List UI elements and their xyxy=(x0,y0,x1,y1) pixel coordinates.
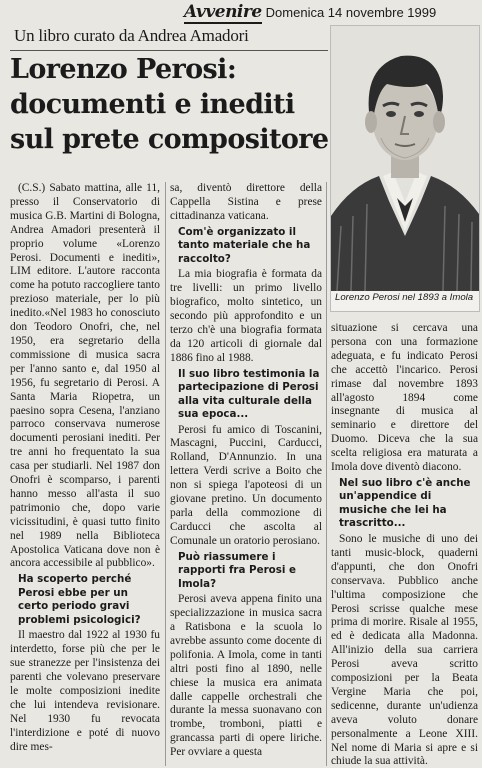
paragraph: situazione si cercava una persona con una formazione adeguata, e fu indicato Perosi che accettò l'incarico. Perosi rimase dal novembre 1893 all'agosto 1894 come insegnante di musica al seminario e direttore del Duomo. Diceva che la sua scelta religiosa era maturata a Imola dove diventò diacono. xyxy=(331,322,478,474)
interview-question: Il suo libro testimonia la partecipazione di Perosi alla vita culturale della sua epoca... xyxy=(178,367,320,421)
article-column-1 xyxy=(10,182,160,766)
paragraph: Perosi fu amico di Toscanini, Mascagni, Puccini, Carducci, Rolland, D'Annunzio. In una lettera Verdi scrive a Boito che non si spiega l'apoteosi di un giovane pretino. Un documento parla della commozione di Carducci che ascolta al Comunale un oratorio perosiano. xyxy=(170,423,322,547)
interview-question: Può riassumere i rapporti fra Perosi e Imola? xyxy=(178,550,296,590)
paragraph: Perosi aveva appena finito una specializzazione in musica sacra a Ratisbona e la scuola lo avrebbe assunto come docente di polifonia. A Imola, come in tanti altri posti fino al 1890, nelle chiese la musica era animata dalle cappelle orchestrali che durante la messa suonavano con trombe, tromboni, piatti e grancassa parti di opere liriche. Per ovviare a questa xyxy=(170,593,322,759)
article-column-3 xyxy=(331,322,478,766)
paragraph: sa, diventò direttore della Cappella Sistina e prese cittadinanza vaticana. xyxy=(170,182,322,222)
column-rule xyxy=(326,182,327,766)
article-column-2 xyxy=(170,182,322,766)
interview-question: Ha scoperto perché Perosi ebbe per un certo periodo gravi problemi psicologici? xyxy=(18,573,141,626)
paragraph: (C.S.) Sabato mattina, alle 11, presso il Conservatorio di musica G.B. Martini di Bologna, Andrea Amadori presenterà il proprio volume «Lorenzo Perosi. Documenti e inediti», LIM editore. L'autore racconta come ha potuto raccogliere tanto prezioso materiale, per lo più inedito.«Nel 1983 ho conosciuto don Teodoro Onofri, che, nel 1950, era segretario della commissione di musica sacra per l'anno santo e, dal 1950 al 1956, fu segretario di Perosi. A Santa Maria Riopetra, un paesino sopra Cesena, l'anziano parroco conservava numerose documenti perosiani inediti. Per tre anni ho frequentato la sua casa per studiarli. Nel 1987 don Onofri è scomparso, i parenti hanno messo all'asta il suo patrimonio che, dopo varie vicissitudini, è quasi tutto finito nel 1989 nella Biblioteca Apostolica Vaticana dove non è ancora accessibile al pubblico». xyxy=(10,182,160,570)
headline xyxy=(10,52,328,157)
newspaper-logo: Avvenire xyxy=(184,2,262,22)
kicker: Un libro curato da Andrea Amadori xyxy=(14,26,249,45)
paragraph: Sono le musiche di uno dei tanti music-block, quaderni d'appunti, che don Onofri conservava. Pubblico anche l'ultima composizione che Perosi scrisse qualche mese prima di morire. Risale al 1955, ed è dedicata alla Madonna. All'inizio della sua carriera Perosi aveva scritto composizioni per la Beata Vergine Maria che poi, sedicenne, durante un'udienza aveva voluto donare personalmente a Leone XIII. Nel nome di Maria si apre e si chiude la sua attività. xyxy=(331,532,478,766)
issue-date: Domenica 14 novembre 1999 xyxy=(265,5,437,20)
masthead xyxy=(184,2,478,22)
column-rule xyxy=(165,182,166,766)
headline-line: documenti e inediti xyxy=(10,89,295,120)
portrait-photo xyxy=(330,25,480,312)
divider xyxy=(10,50,328,51)
paragraph: Il maestro dal 1922 al 1930 fu interdetto, forse più che per le sue stranezze per l'insistenza dei parenti che volevano preservare le molte composizioni inedite che lui intendeva revisionare. Nel 1930 fu revocata l'interdizione e poté di nuovo dire mes- xyxy=(10,629,160,753)
headline-line: Lorenzo Perosi: xyxy=(10,54,237,85)
interview-question: Com'è organizzato il tanto materiale che ha raccolto? xyxy=(178,225,311,265)
interview-question: Nel suo libro c'è anche un'appendice di musiche che lei ha trascritto... xyxy=(339,476,471,530)
paragraph: La mia biografia è formata da tre livelli: un primo livello biografico, molto sintetico, un secondo più approfondito e un terzo ch'è una biografia formata da 120 articoli di giornale dal 1886 fino al 1988. xyxy=(170,268,322,364)
portrait-illustration xyxy=(331,26,479,291)
photo-caption: Lorenzo Perosi nel 1893 a Imola xyxy=(335,292,474,303)
headline-line: sul prete compositore xyxy=(10,124,329,155)
